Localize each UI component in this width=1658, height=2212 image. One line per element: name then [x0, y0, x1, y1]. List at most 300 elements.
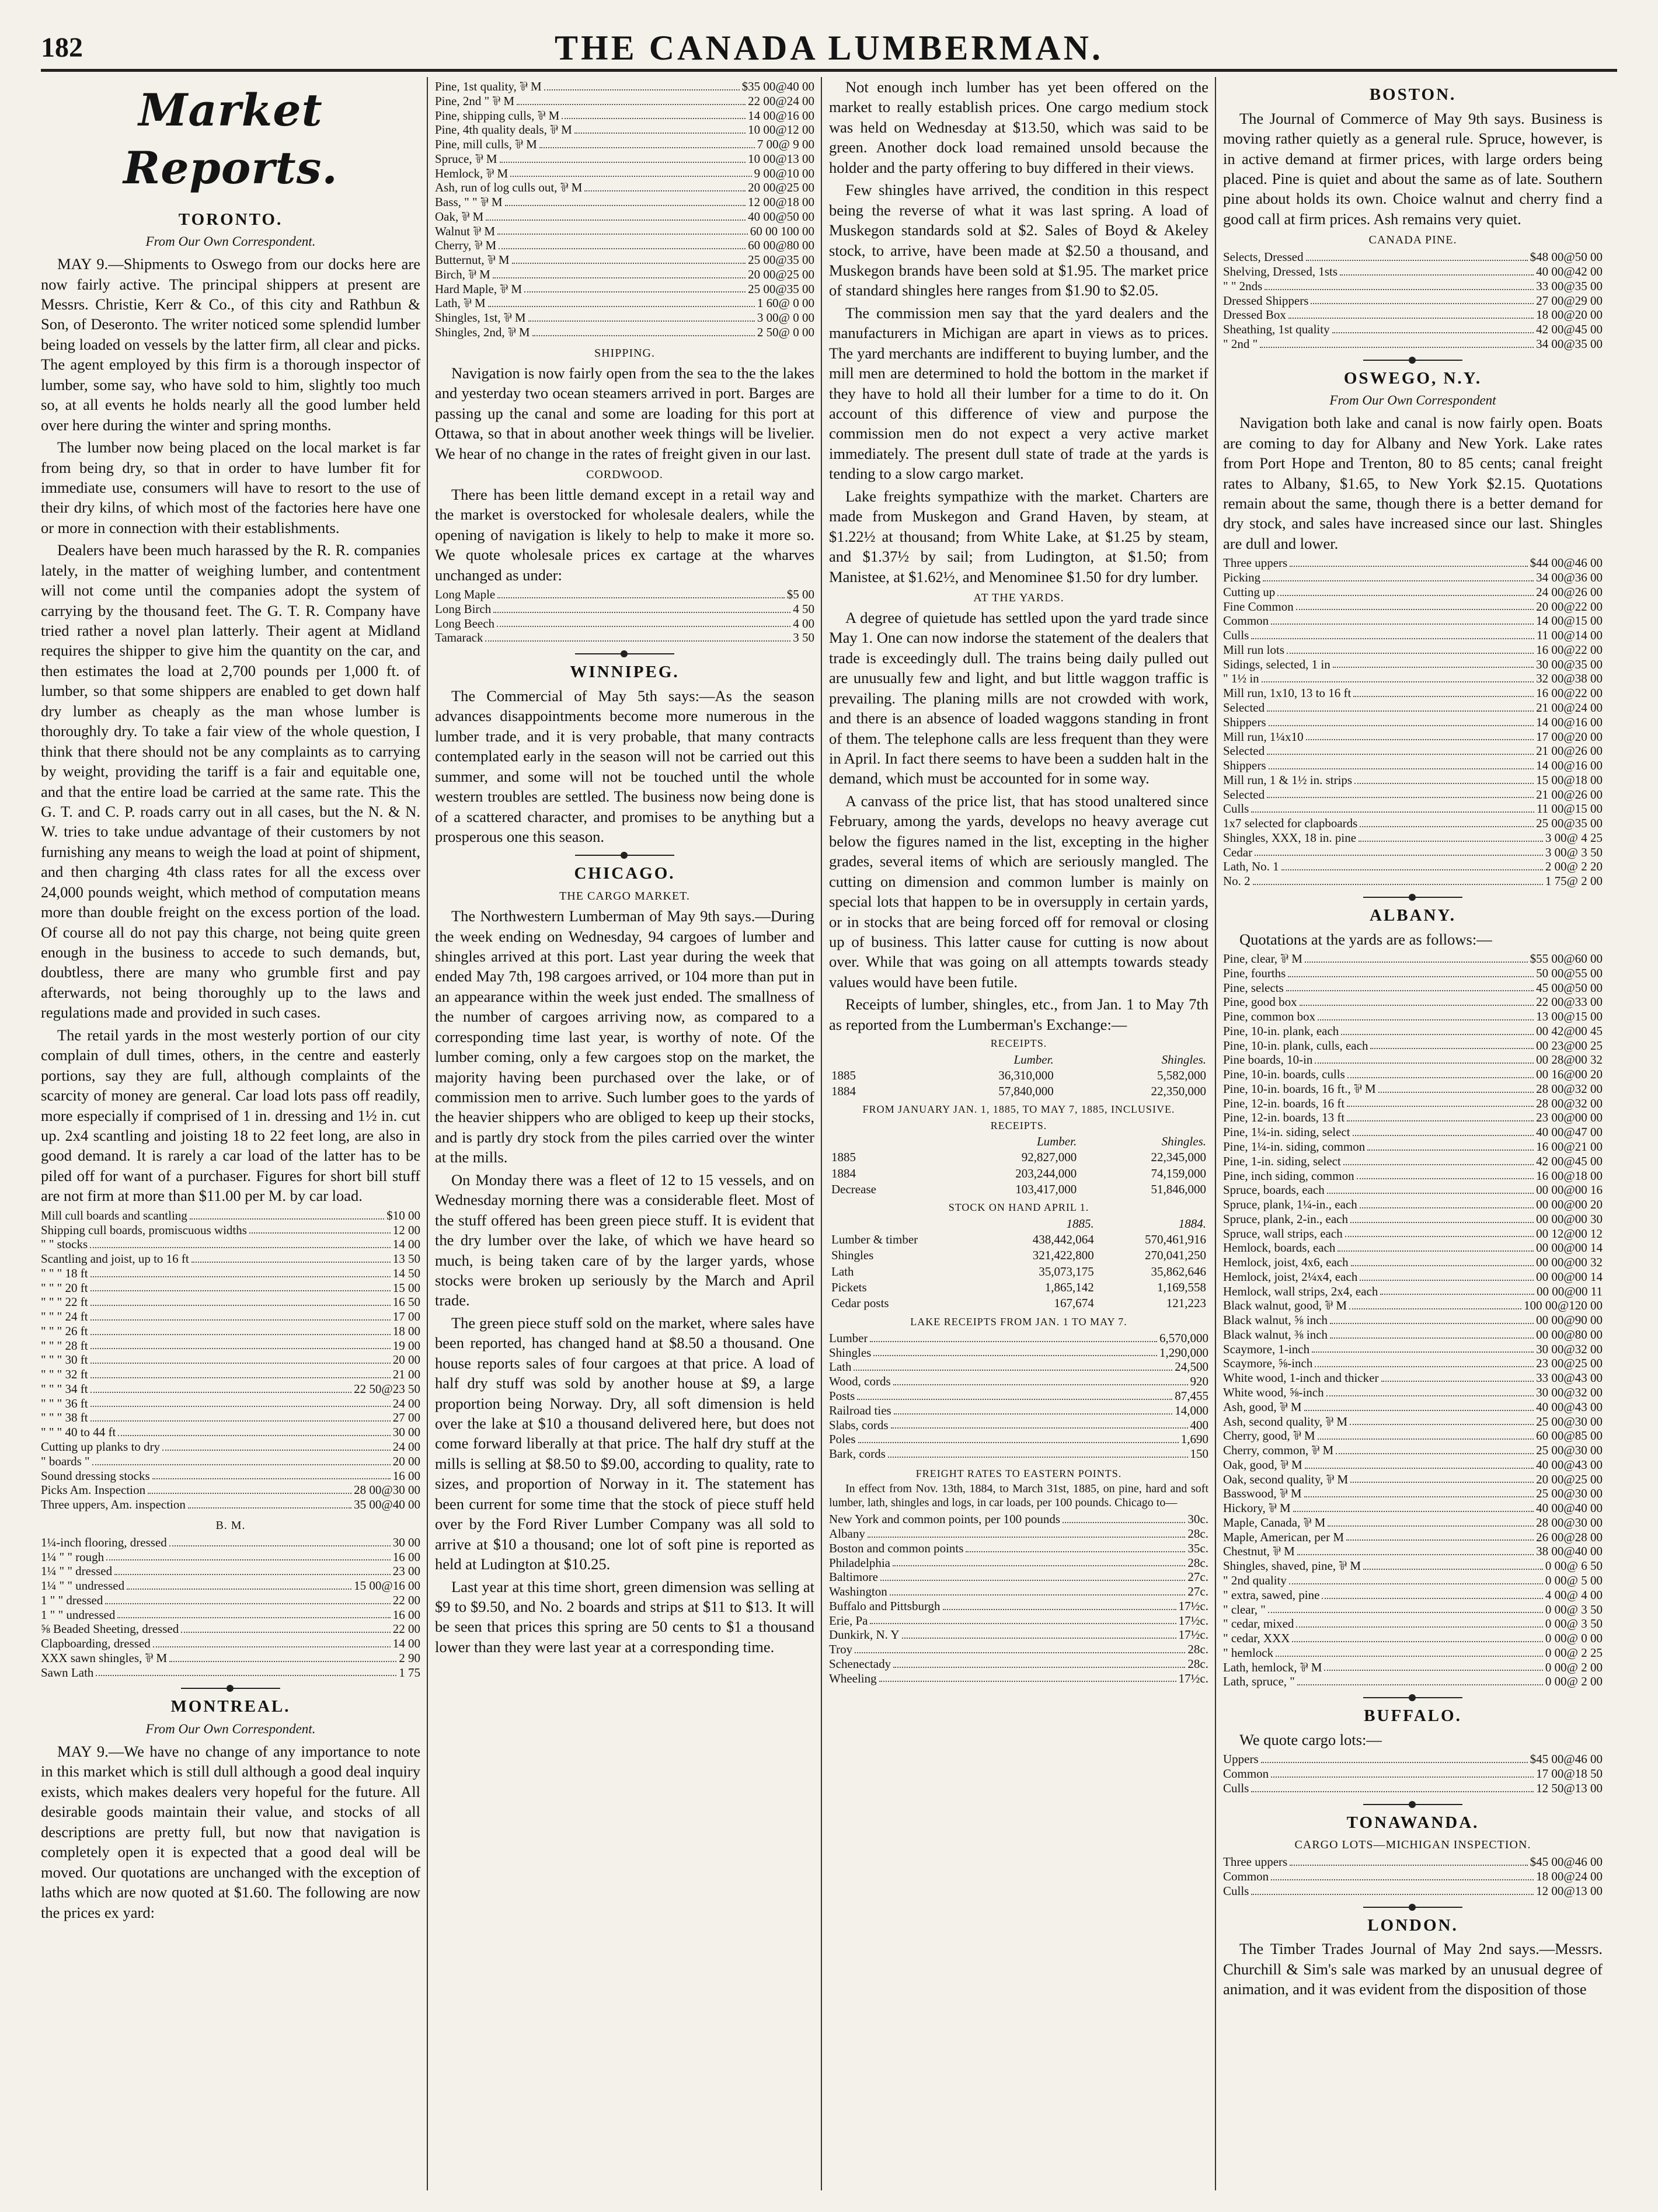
price-row — [829, 1432, 1208, 1447]
price-row — [41, 1636, 420, 1651]
price-value: 20 00 — [392, 1353, 420, 1367]
price-item-name: Uppers — [1223, 1752, 1259, 1767]
leader-dots — [497, 224, 748, 235]
chicago-paragraph: Not enough inch lumber has yet been offered on the market to really establish prices. One cargo medium stock was held on Wednesday at $13.50, which was said to be green. Another dock load remained unsold because the holder and the party offering to buy differed in their views. — [829, 78, 1208, 176]
leader-dots — [90, 1295, 391, 1306]
price-value: 20 00@25 00 — [748, 180, 814, 195]
table-cell: Decrease — [831, 1182, 876, 1197]
table-header-row — [829, 1134, 1208, 1149]
toronto-paragraph: MAY 9.—Shipments to Oswego from our docks here are now fairly active. The principal shippers at present are Messrs. Christie, Kerr & Co., of this city and Rathbun & Son, of Deseronto. The writer noticed some splendid lumber being loaded on vessels by the latter firm, all clear and picks. The agent employed by this firm is a thorough inspector of lumber, some say, who have sold to him, slightly too much so, at all events he holds nearly all the good lumber held over here during the winter and spring months. — [41, 255, 420, 434]
price-row — [41, 1410, 420, 1425]
price-value: 24,500 — [1175, 1360, 1208, 1374]
price-row — [1223, 585, 1603, 600]
price-row — [1223, 1067, 1603, 1082]
price-value: 50 00@55 00 — [1536, 966, 1603, 980]
price-row — [1223, 1400, 1603, 1415]
section-divider — [1363, 360, 1462, 361]
leader-dots — [1271, 1869, 1534, 1880]
leader-dots — [1311, 294, 1534, 305]
leader-dots — [1315, 1356, 1534, 1367]
price-item-name: " " " 36 ft — [41, 1396, 88, 1410]
buffalo-paragraph: We quote cargo lots:— — [1239, 1730, 1382, 1748]
yards-paragraph: A degree of quietude has settled upon the yard trade since May 1. One can now indorse the statement of the dealers that trade is exceedingly dull. The trains being daily pulled out are unusually few and light, and but little waggon traffic is prevailing. The planing mills are not crowded with work, and there is an absence of loaded waggons standing in front of them. The telephone calls are less frequent than they were in April. In fact there seems to have been a sudden halt in the demand, which must be accounted for in some way. — [829, 608, 1208, 788]
price-item-name: Spruce, wall strips, each — [1223, 1226, 1343, 1241]
price-value: 3 00@ 0 00 — [757, 311, 814, 325]
price-row — [435, 210, 814, 224]
leader-dots — [1288, 308, 1534, 319]
price-row — [1223, 952, 1603, 966]
leader-dots — [90, 1309, 391, 1321]
price-value: 1 60@ 0 00 — [757, 296, 814, 311]
leader-dots — [870, 1614, 1176, 1625]
leader-dots — [1360, 1197, 1534, 1208]
price-row — [829, 1614, 1208, 1628]
price-item-name: Buffalo and Pittsburgh — [829, 1598, 941, 1613]
leader-dots — [857, 1389, 1172, 1400]
price-row — [1223, 1356, 1603, 1371]
price-item-name: Shippers — [1223, 758, 1266, 773]
leader-dots — [1337, 1241, 1534, 1252]
leader-dots — [1318, 1009, 1534, 1020]
price-row — [1223, 1559, 1603, 1573]
leader-dots — [1332, 322, 1534, 333]
chicago-paragraph: Last year at this time short, green dimension was selling at $9 to $9.50, and No. 2 boards and strips at $11 to $13. It will be seen that prices this spring are 50 cents to $1 a thousand lower than they were last year at a corresponding time. — [435, 1577, 814, 1656]
price-item-name: Culls — [1223, 802, 1249, 816]
price-value: 24 00@26 00 — [1536, 584, 1603, 599]
price-item-name: Dunkirk, N. Y — [829, 1628, 900, 1642]
leader-dots — [858, 1432, 1179, 1443]
price-row — [435, 166, 814, 181]
leader-dots — [488, 296, 755, 307]
price-item-name: White wood, ⅝-inch — [1223, 1385, 1324, 1400]
price-row — [41, 1497, 420, 1512]
toronto-bm-price-list — [41, 1535, 420, 1680]
price-item-name: Pine, common box — [1223, 1009, 1316, 1024]
price-item-name: Cherry, common, ⅌ M — [1223, 1443, 1334, 1458]
price-value: 11 00@14 00 — [1536, 628, 1603, 643]
price-row — [829, 1374, 1208, 1389]
price-row — [1223, 1371, 1603, 1385]
leader-dots — [90, 1237, 391, 1248]
price-item-name: Cutting up planks to dry — [41, 1439, 161, 1454]
table-row — [829, 1149, 1208, 1165]
price-item-name: Sound dressing stocks — [41, 1468, 150, 1483]
leader-dots — [499, 238, 746, 249]
leader-dots — [188, 1497, 351, 1509]
leader-dots — [584, 180, 746, 191]
price-value: $10 00 — [386, 1208, 420, 1222]
price-row — [1223, 1631, 1603, 1646]
oswego-heading: OSWEGO, N.Y. — [1343, 368, 1482, 388]
price-row — [1223, 1617, 1603, 1631]
price-value: 17½c. — [1178, 1613, 1208, 1628]
price-value: 0 00@ 2 25 — [1545, 1645, 1603, 1660]
leader-dots — [90, 1367, 391, 1378]
price-value: 00 12@00 12 — [1536, 1226, 1603, 1241]
price-row — [41, 1208, 420, 1223]
price-row — [435, 253, 814, 267]
leader-dots — [1268, 1603, 1543, 1614]
price-value: 0 00@ 3 50 — [1545, 1602, 1603, 1617]
price-item-name: Mill cull boards and scantling — [41, 1208, 187, 1222]
price-item-name: Pine, 12-in. boards, 16 ft — [1223, 1096, 1345, 1110]
price-item-name: Pine, inch siding, common — [1223, 1168, 1354, 1183]
price-row — [1223, 337, 1603, 351]
london-paragraph: The Timber Trades Journal of May 2nd says.—Messrs. Churchill & Sim's sale was marked by an unusual degree of animation, and it was evident from the disposition of those — [1223, 1940, 1603, 1998]
price-row — [41, 1622, 420, 1636]
leader-dots — [118, 1425, 390, 1436]
price-value: 20 00@25 00 — [1536, 1472, 1603, 1486]
price-item-name: Cherry, ⅌ M — [435, 238, 497, 253]
price-row — [1223, 1154, 1603, 1169]
price-item-name: Cedar — [1223, 845, 1253, 859]
leader-dots — [1260, 337, 1534, 348]
leader-dots — [90, 1382, 352, 1393]
leader-dots — [1350, 1212, 1534, 1223]
price-value: 20 00@25 00 — [748, 267, 814, 281]
montreal-byline: From Our Own Correspondent. — [145, 1722, 316, 1737]
price-value: 20 00 — [392, 1454, 420, 1468]
price-item-name: Posts — [829, 1389, 855, 1403]
leader-dots — [1063, 1512, 1185, 1523]
price-item-name: Pine, 10-in. plank, culls, each — [1223, 1038, 1368, 1053]
price-item-name: " cedar, XXX — [1223, 1631, 1290, 1646]
price-item-name: Selected — [1223, 744, 1265, 758]
price-row — [1223, 1053, 1603, 1067]
leader-dots — [497, 587, 785, 598]
price-row — [41, 1223, 420, 1238]
albany-heading: ALBANY. — [1369, 905, 1457, 925]
toronto-paragraph: The lumber now being placed on the local market is far from being dry, so that in order to have lumber fit for immediate use, consumers will have to resort to the use of their dry kilns, of which most of the factories here have one or more in connection with their establishments. — [41, 438, 420, 537]
price-item-name: 1 " " undressed — [41, 1607, 116, 1622]
table-cell: 1,865,142 — [1044, 1280, 1094, 1294]
price-item-name: 1¼-inch flooring, dressed — [41, 1535, 167, 1549]
price-value: 87,455 — [1175, 1389, 1208, 1403]
price-value: 27c. — [1187, 1584, 1208, 1599]
price-row — [1223, 686, 1603, 701]
price-row — [1223, 995, 1603, 1009]
leader-dots — [148, 1483, 351, 1494]
section-divider — [181, 1688, 280, 1689]
price-value: 00 00@00 16 — [1536, 1183, 1603, 1197]
price-row — [1223, 1125, 1603, 1140]
price-item-name: Bass, " " ⅌ M — [435, 195, 503, 210]
price-row — [1223, 1385, 1603, 1400]
leader-dots — [1370, 1039, 1534, 1050]
price-value: 21 00@24 00 — [1536, 700, 1603, 715]
price-row — [1223, 1183, 1603, 1197]
price-item-name: " extra, sawed, pine — [1223, 1587, 1320, 1602]
leader-dots — [1306, 730, 1534, 741]
table-header-row — [829, 1052, 1208, 1068]
leader-dots — [524, 282, 746, 293]
price-item-name: Bark, cords — [829, 1447, 886, 1461]
price-item-name: Slabs, cords — [829, 1417, 889, 1432]
price-value: 21 00@26 00 — [1536, 744, 1603, 758]
buffalo-price-list — [1223, 1752, 1603, 1795]
price-row — [829, 1331, 1208, 1346]
table-cell: 92,827,000 — [1021, 1150, 1077, 1165]
price-item-name: Black walnut, ⅝ inch — [1223, 1313, 1328, 1328]
price-row — [41, 1382, 420, 1396]
price-item-name: Common — [1223, 1766, 1269, 1781]
price-row — [435, 152, 814, 166]
price-item-name: " " " 30 ft — [41, 1353, 88, 1367]
leader-dots — [1330, 1328, 1534, 1339]
leader-dots — [1261, 1752, 1528, 1763]
price-value: 12 00@13 00 — [1536, 1883, 1603, 1898]
leader-dots — [162, 1440, 391, 1451]
leader-dots — [1315, 1053, 1534, 1064]
table-cell: 121,223 — [1166, 1296, 1206, 1311]
price-row — [1223, 1197, 1603, 1212]
table-cell: Shingles — [831, 1248, 874, 1263]
price-value: 18 00@24 00 — [1536, 1869, 1603, 1883]
price-item-name: Culls — [1223, 1883, 1249, 1898]
price-item-name: Spruce, boards, each — [1223, 1183, 1325, 1197]
price-item-name: Ash, second quality, ⅌ M — [1223, 1414, 1348, 1429]
freight-rate-list — [829, 1512, 1208, 1685]
leader-dots — [1304, 1400, 1534, 1411]
price-value: 00 00@00 32 — [1536, 1255, 1603, 1270]
price-row — [1223, 1752, 1603, 1767]
price-row — [1223, 1328, 1603, 1342]
price-row — [435, 79, 814, 94]
price-item-name: Pine, 4th quality deals, ⅌ M — [435, 123, 572, 137]
price-row — [829, 1447, 1208, 1461]
price-value: 40 00@50 00 — [748, 209, 814, 224]
montreal-price-list — [435, 79, 814, 340]
price-row — [829, 1418, 1208, 1433]
leader-dots — [1357, 1169, 1534, 1180]
leader-dots — [893, 1374, 1188, 1385]
yards-label: AT THE YARDS. — [973, 591, 1064, 604]
price-item-name: Shippers — [1223, 715, 1266, 729]
price-value: 40 00@40 00 — [1536, 1501, 1603, 1516]
price-item-name: " " " 26 ft — [41, 1323, 88, 1338]
boston-paragraph: The Journal of Commerce of May 9th says. Business is moving rather quietly as a general rule. Spruce, however, is in active demand at firmer prices, with large orders being placed. Pine is quiet and about the same as of late. Southern pine about holds its own. Choice walnut and cherry find a good call at firm prices. Ash remains very quiet. — [1223, 109, 1603, 228]
leader-dots — [544, 79, 740, 90]
price-row — [1223, 730, 1603, 744]
price-item-name: 1¼ " " undressed — [41, 1579, 125, 1593]
canada-pine-label: CANADA PINE. — [1368, 234, 1457, 247]
price-row — [1223, 859, 1603, 874]
leader-dots — [1346, 1530, 1534, 1541]
price-row — [1223, 966, 1603, 981]
leader-dots — [1267, 788, 1534, 799]
price-row — [1223, 1227, 1603, 1241]
table-cell: 1884 — [831, 1166, 856, 1180]
table-row — [829, 1166, 1208, 1182]
toronto-heading: TORONTO. — [178, 210, 283, 229]
table-row — [829, 1232, 1208, 1248]
albany-paragraph: Quotations at the yards are as follows:— — [1239, 930, 1492, 948]
yards-paragraph: Receipts of lumber, shingles, etc., from Jan. 1 to May 7th as reported from the Lumberman's Exchange:— — [829, 995, 1208, 1033]
price-value: 10 00@13 00 — [748, 151, 814, 166]
price-row — [1223, 1443, 1603, 1458]
leader-dots — [966, 1541, 1185, 1552]
price-item-name: Pine, fourths — [1223, 966, 1286, 980]
price-item-name: Mill run, 1x10, 13 to 16 ft — [1223, 686, 1352, 701]
leader-dots — [1322, 1588, 1542, 1599]
price-row — [41, 1309, 420, 1324]
leader-dots — [880, 1570, 1185, 1581]
price-item-name: Pine, selects — [1223, 980, 1284, 995]
price-row — [1223, 1241, 1603, 1255]
price-item-name: Hickory, ⅌ M — [1223, 1501, 1291, 1516]
price-row — [1223, 1298, 1603, 1313]
price-value: 14 00@16 00 — [748, 108, 814, 123]
price-value: 17½c. — [1178, 1598, 1208, 1613]
price-item-name: Black walnut, good, ⅌ M — [1223, 1298, 1347, 1313]
price-item-name: " hemlock — [1223, 1645, 1274, 1660]
table-cell: 203,244,000 — [1015, 1166, 1077, 1180]
price-item-name: Dressed Box — [1223, 308, 1286, 322]
cordwood-label: CORDWOOD. — [586, 468, 663, 481]
leader-dots — [1253, 874, 1543, 885]
chicago-paragraph: On Monday there was a fleet of 12 to 15 vessels, and on Wednesday morning there was a considerable fleet. Most of the stuff offered has been green piece stuff. It is evident that the dry lumber over the lake, of which we have heard so much, is being taken care of by the larger yards, whose stocks were broken up seriously by the March and April trade. — [435, 1171, 814, 1309]
table-cell: 36,310,000 — [998, 1068, 1054, 1082]
freight-label: FREIGHT RATES TO EASTERN POINTS. — [915, 1467, 1122, 1479]
price-value: 30c. — [1187, 1512, 1208, 1527]
price-row — [1223, 600, 1603, 614]
price-value: 400 — [1190, 1417, 1208, 1432]
price-row — [435, 311, 814, 325]
price-item-name: Sheathing, 1st quality — [1223, 322, 1330, 337]
price-row — [1223, 1096, 1603, 1111]
price-row — [1223, 1855, 1603, 1869]
leader-dots — [493, 267, 746, 278]
leader-dots — [879, 1671, 1176, 1682]
price-value: 18 00 — [392, 1323, 420, 1338]
leader-dots — [1271, 614, 1534, 625]
oswego-byline: From Our Own Correspondent — [1329, 393, 1496, 408]
price-row — [41, 1237, 420, 1252]
price-item-name: Washington — [829, 1584, 887, 1599]
price-item-name: Philadelphia — [829, 1555, 890, 1570]
section-divider — [575, 653, 674, 654]
price-row — [829, 1657, 1208, 1671]
price-item-name: " " stocks — [41, 1237, 88, 1252]
price-value: 22 00 — [392, 1622, 420, 1636]
leader-dots — [505, 195, 746, 206]
table-cell: 167,674 — [1054, 1296, 1094, 1311]
leader-dots — [891, 1418, 1188, 1429]
price-value: 12 00@18 00 — [748, 195, 814, 210]
price-item-name: Pine, clear, ⅌ M — [1223, 952, 1302, 966]
price-row — [1223, 1169, 1603, 1183]
price-value: $48 00@50 00 — [1530, 250, 1603, 264]
chicago-heading: CHICAGO. — [574, 864, 675, 883]
leader-dots — [1381, 1371, 1534, 1382]
price-row — [435, 296, 814, 311]
price-item-name: Selected — [1223, 787, 1265, 802]
leader-dots — [1326, 1385, 1534, 1396]
price-row — [41, 1339, 420, 1353]
price-value: 42 00@45 00 — [1536, 322, 1603, 337]
leader-dots — [890, 1584, 1186, 1596]
price-row — [41, 1651, 420, 1666]
price-value: 2 90 — [399, 1650, 420, 1665]
leader-dots — [1347, 1096, 1534, 1107]
price-row — [435, 109, 814, 123]
price-row — [41, 1550, 420, 1565]
price-item-name: Hemlock, joist, 4x6, each — [1223, 1255, 1349, 1270]
price-value: 14 50 — [392, 1266, 420, 1280]
leader-dots — [1289, 1573, 1543, 1584]
price-value: 26 00@28 00 — [1536, 1530, 1603, 1544]
leader-dots — [169, 1535, 391, 1546]
price-value: 11 00@15 00 — [1536, 802, 1603, 816]
montreal-paragraph: MAY 9.—We have no change of any importance to note in this market which is still dull although a good deal inquiry exists, which makes dealers very hopeful for the future. All desirable goods maintain their value, and stocks of all descriptions are pretty full, but now that navigation is completely open it is expected that a good deal will be moved. Our quotations are unchanged with the exception of laths which are now quoted at $1.60. The following are now the prices ex yard: — [41, 1743, 420, 1921]
price-row — [435, 137, 814, 152]
leader-dots — [1353, 1125, 1534, 1136]
price-value: 0 00@ 2 00 — [1545, 1674, 1603, 1689]
price-value: 13 00@15 00 — [1536, 1009, 1603, 1024]
price-row — [1223, 1781, 1603, 1796]
toronto-paragraph: Dealers have been much harassed by the R. R. companies lately, in the matter of weighing lumber, and contentment will not come until the companies adopt the system of carrying by the thousand feet. The G. T. R. Company have tried rather a novel plan latterly. Their agent at Midland requires the shipper to give him the quantity on the car, and then estimates the load at 2,700 pounds per 1,000 ft. of lumber, so that some shippers are enabled to get down half dry lumber as cheaply as the man whose lumber is thoroughly dry. To take a fair view of the whole question, I think that there should not be any complaints as to carrying by weight, providing the tariff is a fair and equitable one, and that the entire load be carried at the same rate. This the G. T. and C. P. roads carry out in all cases, but the N. & N. W. tries to take undue advantage of their customers by not furnishing any means to weigh the load at point of shipment, and then charging 4th class rates for all the excess over 24,000 pounds weight, which method of computation means more than double freight on the excess portion of the load. Of course all do not pay this charge, not being quite green enough in the business to accede to such demands, but, doubtless, there are many who grumble first and pay afterwards, not being thoroughly up to the laws and regulations made and provided in such cases. — [41, 541, 420, 1022]
price-item-name: Scaymore, 1-inch — [1223, 1342, 1310, 1356]
price-item-name: Lumber — [829, 1330, 868, 1345]
price-item-name: ⅝ Beaded Sheeting, dressed — [41, 1622, 179, 1636]
price-value: 0 00@ 6 50 — [1545, 1559, 1603, 1573]
table-row — [829, 1280, 1208, 1295]
leader-dots — [1336, 1443, 1534, 1454]
price-row — [1223, 831, 1603, 845]
chicago-paragraph: Few shingles have arrived, the condition in this respect being the reverse of what it was last spring. A load of Muskegon standards sold at $2. Sales of Boyd & Akeley stock, to arrive, have been made at $2.50 a thousand, and Muskegon brands have been sold at $1.95. The market price of standard shingles here ranges from $1.90 to $2.05. — [829, 181, 1208, 299]
price-value: 30 00@32 00 — [1536, 1385, 1603, 1400]
price-row — [829, 1584, 1208, 1599]
price-row — [1223, 1429, 1603, 1443]
leader-dots — [1267, 744, 1534, 755]
price-item-name: Culls — [1223, 628, 1249, 643]
column-4 — [1223, 77, 1603, 2190]
winnipeg-paragraph: The Commercial of May 5th says:—As the season advances disappointments become more numerous in the lumber trade, and it is very probable, that many contracts contemplated early in the season will not be carried out this summer, and some will not be touched until the whole western troubles are settled. The business now being done is of a scattered character, and promises to be anything but a prosperous one this season. — [435, 687, 814, 845]
price-row — [41, 1535, 420, 1550]
price-row — [435, 602, 814, 616]
price-item-name: Railroad ties — [829, 1403, 891, 1417]
price-value: $45 00@46 00 — [1530, 1855, 1603, 1869]
price-item-name: Spruce, ⅌ M — [435, 151, 497, 166]
leader-dots — [1296, 600, 1534, 611]
leader-dots — [1277, 585, 1534, 596]
leader-dots — [873, 1346, 1157, 1357]
price-item-name: Lath, spruce, " — [1223, 1674, 1295, 1689]
price-item-name: Shingles, 1st, ⅌ M — [435, 311, 526, 325]
price-value: 00 00@90 00 — [1536, 1313, 1603, 1328]
leader-dots — [114, 1564, 391, 1575]
price-item-name: Shipping cull boards, promiscuous widths — [41, 1222, 247, 1237]
price-value: 17½c. — [1178, 1628, 1208, 1642]
price-value: 21 00 — [392, 1367, 420, 1382]
leader-dots — [1349, 1298, 1521, 1309]
price-value: 00 28@00 32 — [1536, 1053, 1603, 1067]
section-divider — [1363, 1804, 1462, 1805]
price-value: 16 00@22 00 — [1536, 686, 1603, 701]
price-item-name: " " " 34 ft — [41, 1381, 88, 1396]
price-value: 23 00@25 00 — [1536, 1356, 1603, 1371]
price-item-name: Hemlock, wall strips, 2x4, each — [1223, 1284, 1378, 1298]
price-item-name: Hard Maple, ⅌ M — [435, 281, 523, 296]
leader-dots — [1324, 1660, 1542, 1671]
leader-dots — [1351, 1255, 1534, 1266]
tonawanda-subheading: CARGO LOTS—MICHIGAN INSPECTION. — [1294, 1838, 1531, 1852]
chicago-subheading: THE CARGO MARKET. — [559, 890, 690, 903]
price-row — [1223, 322, 1603, 337]
leader-dots — [1269, 758, 1534, 769]
price-value: 17 00@18 50 — [1536, 1766, 1603, 1781]
column-header: Shingles. — [1161, 1134, 1206, 1149]
